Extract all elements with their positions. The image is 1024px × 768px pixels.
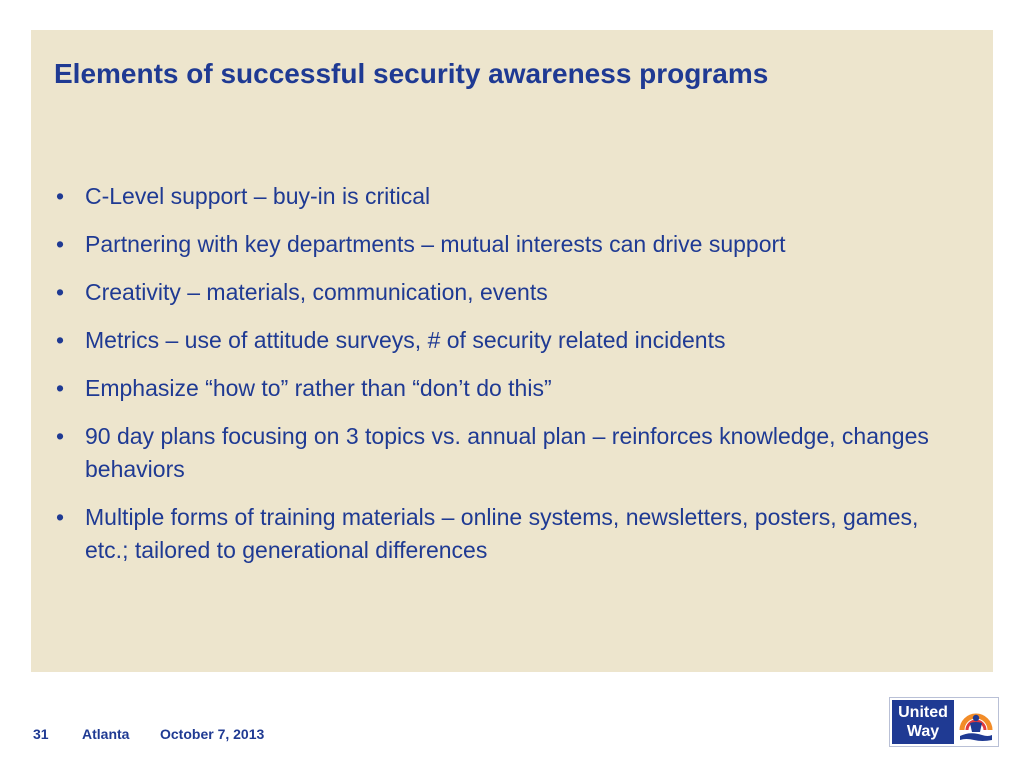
bullet-dot: •: [56, 375, 65, 401]
bullet-item: [54, 372, 954, 405]
logo-line2: Way: [906, 723, 940, 740]
bullet-item: [54, 228, 954, 261]
bullet-item: [54, 180, 954, 213]
bullet-item: [54, 420, 954, 486]
footer-date: October 7, 2013: [160, 726, 265, 742]
bullet-text: Emphasize “how to” rather than “don’t do this”: [85, 375, 552, 401]
bullet-dot: •: [56, 279, 65, 305]
bullet-list: [54, 180, 954, 582]
bullet-dot: •: [56, 504, 65, 530]
bullet-item: [54, 324, 954, 357]
bullet-text: Creativity – materials, communication, events: [85, 279, 548, 305]
bullet-text: Partnering with key departments – mutual interests can drive support: [85, 231, 786, 257]
bullet-item: [54, 276, 954, 309]
united-way-hand-rainbow-icon: [956, 700, 996, 744]
slide-title: Elements of successful security awareness programs: [54, 58, 769, 89]
bullet-dot: •: [56, 183, 65, 209]
bullet-item: [54, 501, 954, 567]
bullet-dot: •: [56, 327, 65, 353]
bullet-dot: •: [56, 423, 65, 449]
logo-wordmark: [892, 700, 954, 744]
bullet-text: C-Level support – buy-in is critical: [85, 183, 431, 209]
slide-number: 31: [33, 726, 49, 742]
united-way-logo: [889, 697, 999, 747]
logo-line1: United: [898, 704, 948, 721]
bullet-text: 90 day plans focusing on 3 topics vs. annual plan – reinforces knowledge, changes behaviors: [85, 423, 929, 482]
bullet-text: Metrics – use of attitude surveys, # of security related incidents: [85, 327, 726, 353]
bullet-text: Multiple forms of training materials – online systems, newsletters, posters, games, etc.; tailored to generational differences: [85, 504, 919, 563]
bullet-dot: •: [56, 231, 65, 257]
footer-location: Atlanta: [82, 726, 130, 742]
